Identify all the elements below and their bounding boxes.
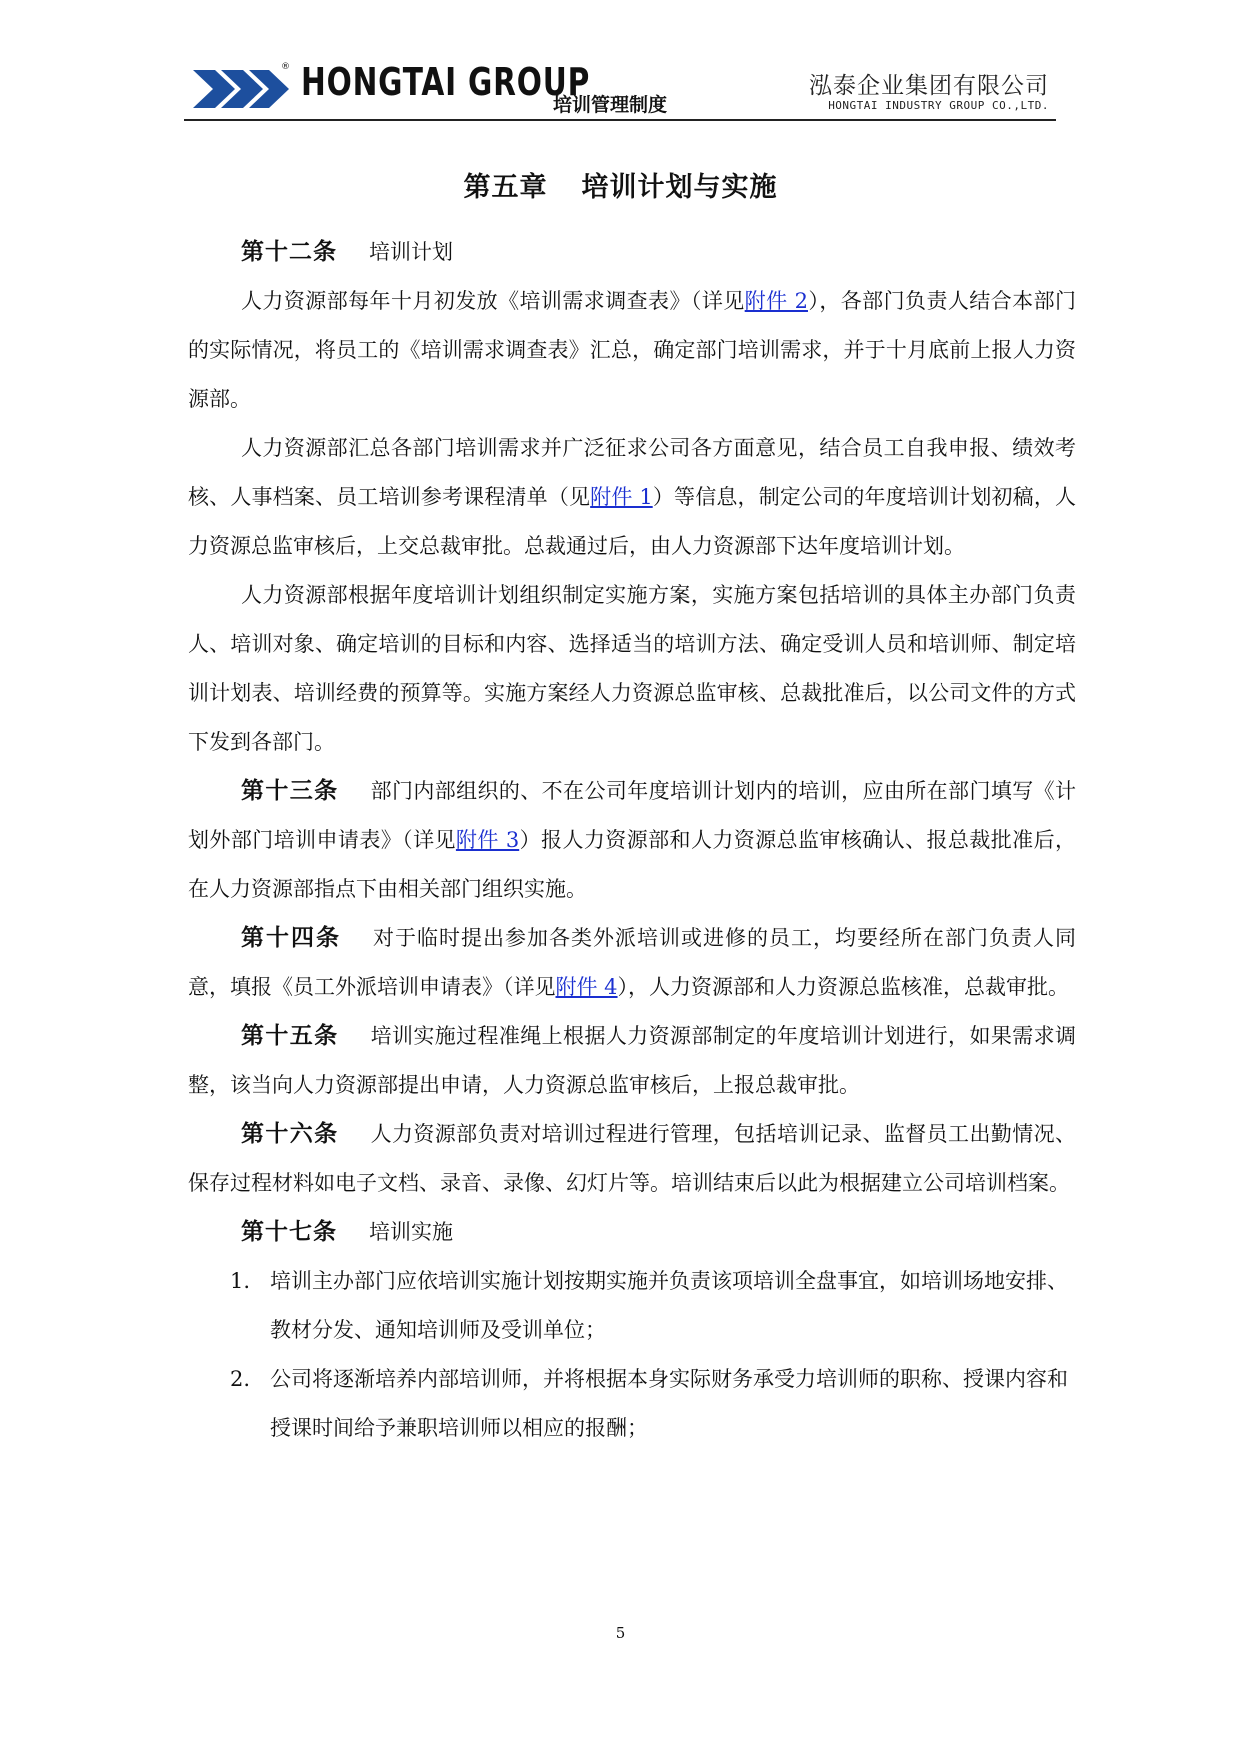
company-name-en: HONGTAI INDUSTRY GROUP CO.,LTD.	[828, 99, 1049, 112]
article-label: 第十二条	[241, 239, 337, 265]
logo-wordmark: HONGTAI GROUP	[301, 60, 591, 104]
document-body	[188, 228, 1076, 1453]
chapter-number: 第五章	[463, 172, 548, 203]
article-label: 第十三条	[241, 778, 339, 804]
list-number: 2.	[230, 1367, 251, 1391]
article-16	[188, 1110, 1076, 1208]
hongtai-logo-icon	[193, 66, 289, 112]
paragraph-text: ），人力资源部和人力资源总监核准，总裁审批。	[617, 975, 1070, 999]
paragraph-text: 培训实施过程准绳上根据人力资源部制定的年度培训计划进行，如果需求调整，该当向人力资源部提出申请，人力资源总监审核后，上报总裁审批。	[188, 1024, 1077, 1097]
page-number: 5	[615, 1624, 626, 1642]
article-17-list	[188, 1257, 1076, 1453]
list-item	[188, 1257, 1076, 1355]
article-title: 培训实施	[369, 1220, 453, 1244]
paragraph-text: 人力资源部负责对培训过程进行管理，包括培训记录、监督员工出勤情况、保存过程材料如电子文档、录音、录像、幻灯片等。培训结束后以此为根据建立公司培训档案。	[188, 1122, 1077, 1195]
paragraph-text: ）等信息，制定公司的年度培训计划初稿，人力资源总监审核后，上交总裁审批。总裁通过后，由人力资源部下达年度培训计划。	[188, 485, 1077, 558]
article-label: 第十六条	[241, 1121, 339, 1147]
attachment-2-link[interactable]: 附件 2	[744, 289, 808, 313]
article-15	[188, 1012, 1076, 1110]
paragraph-text: 人力资源部汇总各部门培训需求并广泛征求公司各方面意见，结合员工自我申报、绩效考核、人事档案、员工培训参考课程清单（见	[188, 436, 1076, 509]
article-12-heading	[188, 228, 1076, 277]
article-title: 培训计划	[369, 240, 453, 264]
document-title: 培训管理制度	[553, 94, 668, 116]
paragraph-text: 部门内部组织的、不在公司年度培训计划内的培训，应由所在部门填写《计划外部门培训申请表》（详见	[188, 779, 1077, 852]
list-text: 公司将逐渐培养内部培训师，并将根据本身实际财务承受力培训师的职称、授课内容和授课时间给予兼职培训师以相应的报酬；	[270, 1367, 1068, 1440]
paragraph-text: 人力资源部每年十月初发放《培训需求调查表》（详见	[241, 289, 745, 313]
registered-mark: ®	[281, 62, 290, 72]
article-17-heading	[188, 1208, 1076, 1257]
header-divider	[184, 119, 1056, 121]
company-name-cn: 泓泰企业集团有限公司	[809, 73, 1049, 99]
article-label: 第十七条	[241, 1219, 337, 1245]
article-12-paragraph-3: 人力资源部根据年度培训计划组织制定实施方案，实施方案包括培训的具体主办部门负责人、培训对象、确定培训的目标和内容、选择适当的培训方法、确定受训人员和培训师、制定培训计划表、培训经费的预算等。实施方案经人力资源总监审核、总裁批准后，以公司文件的方式下发到各部门。	[188, 583, 1076, 754]
chapter-title: 培训计划与实施	[581, 172, 778, 203]
list-text: 培训主办部门应依培训实施计划按期实施并负责该项培训全盘事宜，如培训场地安排、教材分发、通知培训师及受训单位；	[270, 1269, 1068, 1342]
article-14	[188, 914, 1076, 1012]
article-12-paragraph-1	[188, 277, 1076, 424]
article-13	[188, 767, 1076, 914]
article-12-paragraph-2	[188, 424, 1076, 571]
chapter-heading	[0, 165, 1241, 204]
paragraph-text: 对于临时提出参加各类外派培训或进修的员工，均要经所在部门负责人同意，填报《员工外派培训申请表》（详见	[188, 926, 1076, 999]
paragraph-text: ）报人力资源部和人力资源总监审核确认、报总裁批准后，在人力资源部指点下由相关部门组织实施。	[188, 828, 1077, 901]
list-item	[188, 1355, 1076, 1453]
attachment-1-link[interactable]: 附件 1	[590, 485, 653, 509]
attachment-3-link[interactable]: 附件 3	[455, 828, 520, 852]
page-header	[185, 58, 1055, 120]
article-label: 第十四条	[241, 925, 341, 951]
paragraph-text: ），各部门负责人结合本部门的实际情况，将员工的《培训需求调查表》汇总，确定部门培训需求，并于十月底前上报人力资源部。	[188, 289, 1076, 411]
attachment-4-link[interactable]: 附件 4	[555, 975, 618, 999]
article-label: 第十五条	[241, 1023, 339, 1049]
list-number: 1.	[230, 1269, 251, 1293]
